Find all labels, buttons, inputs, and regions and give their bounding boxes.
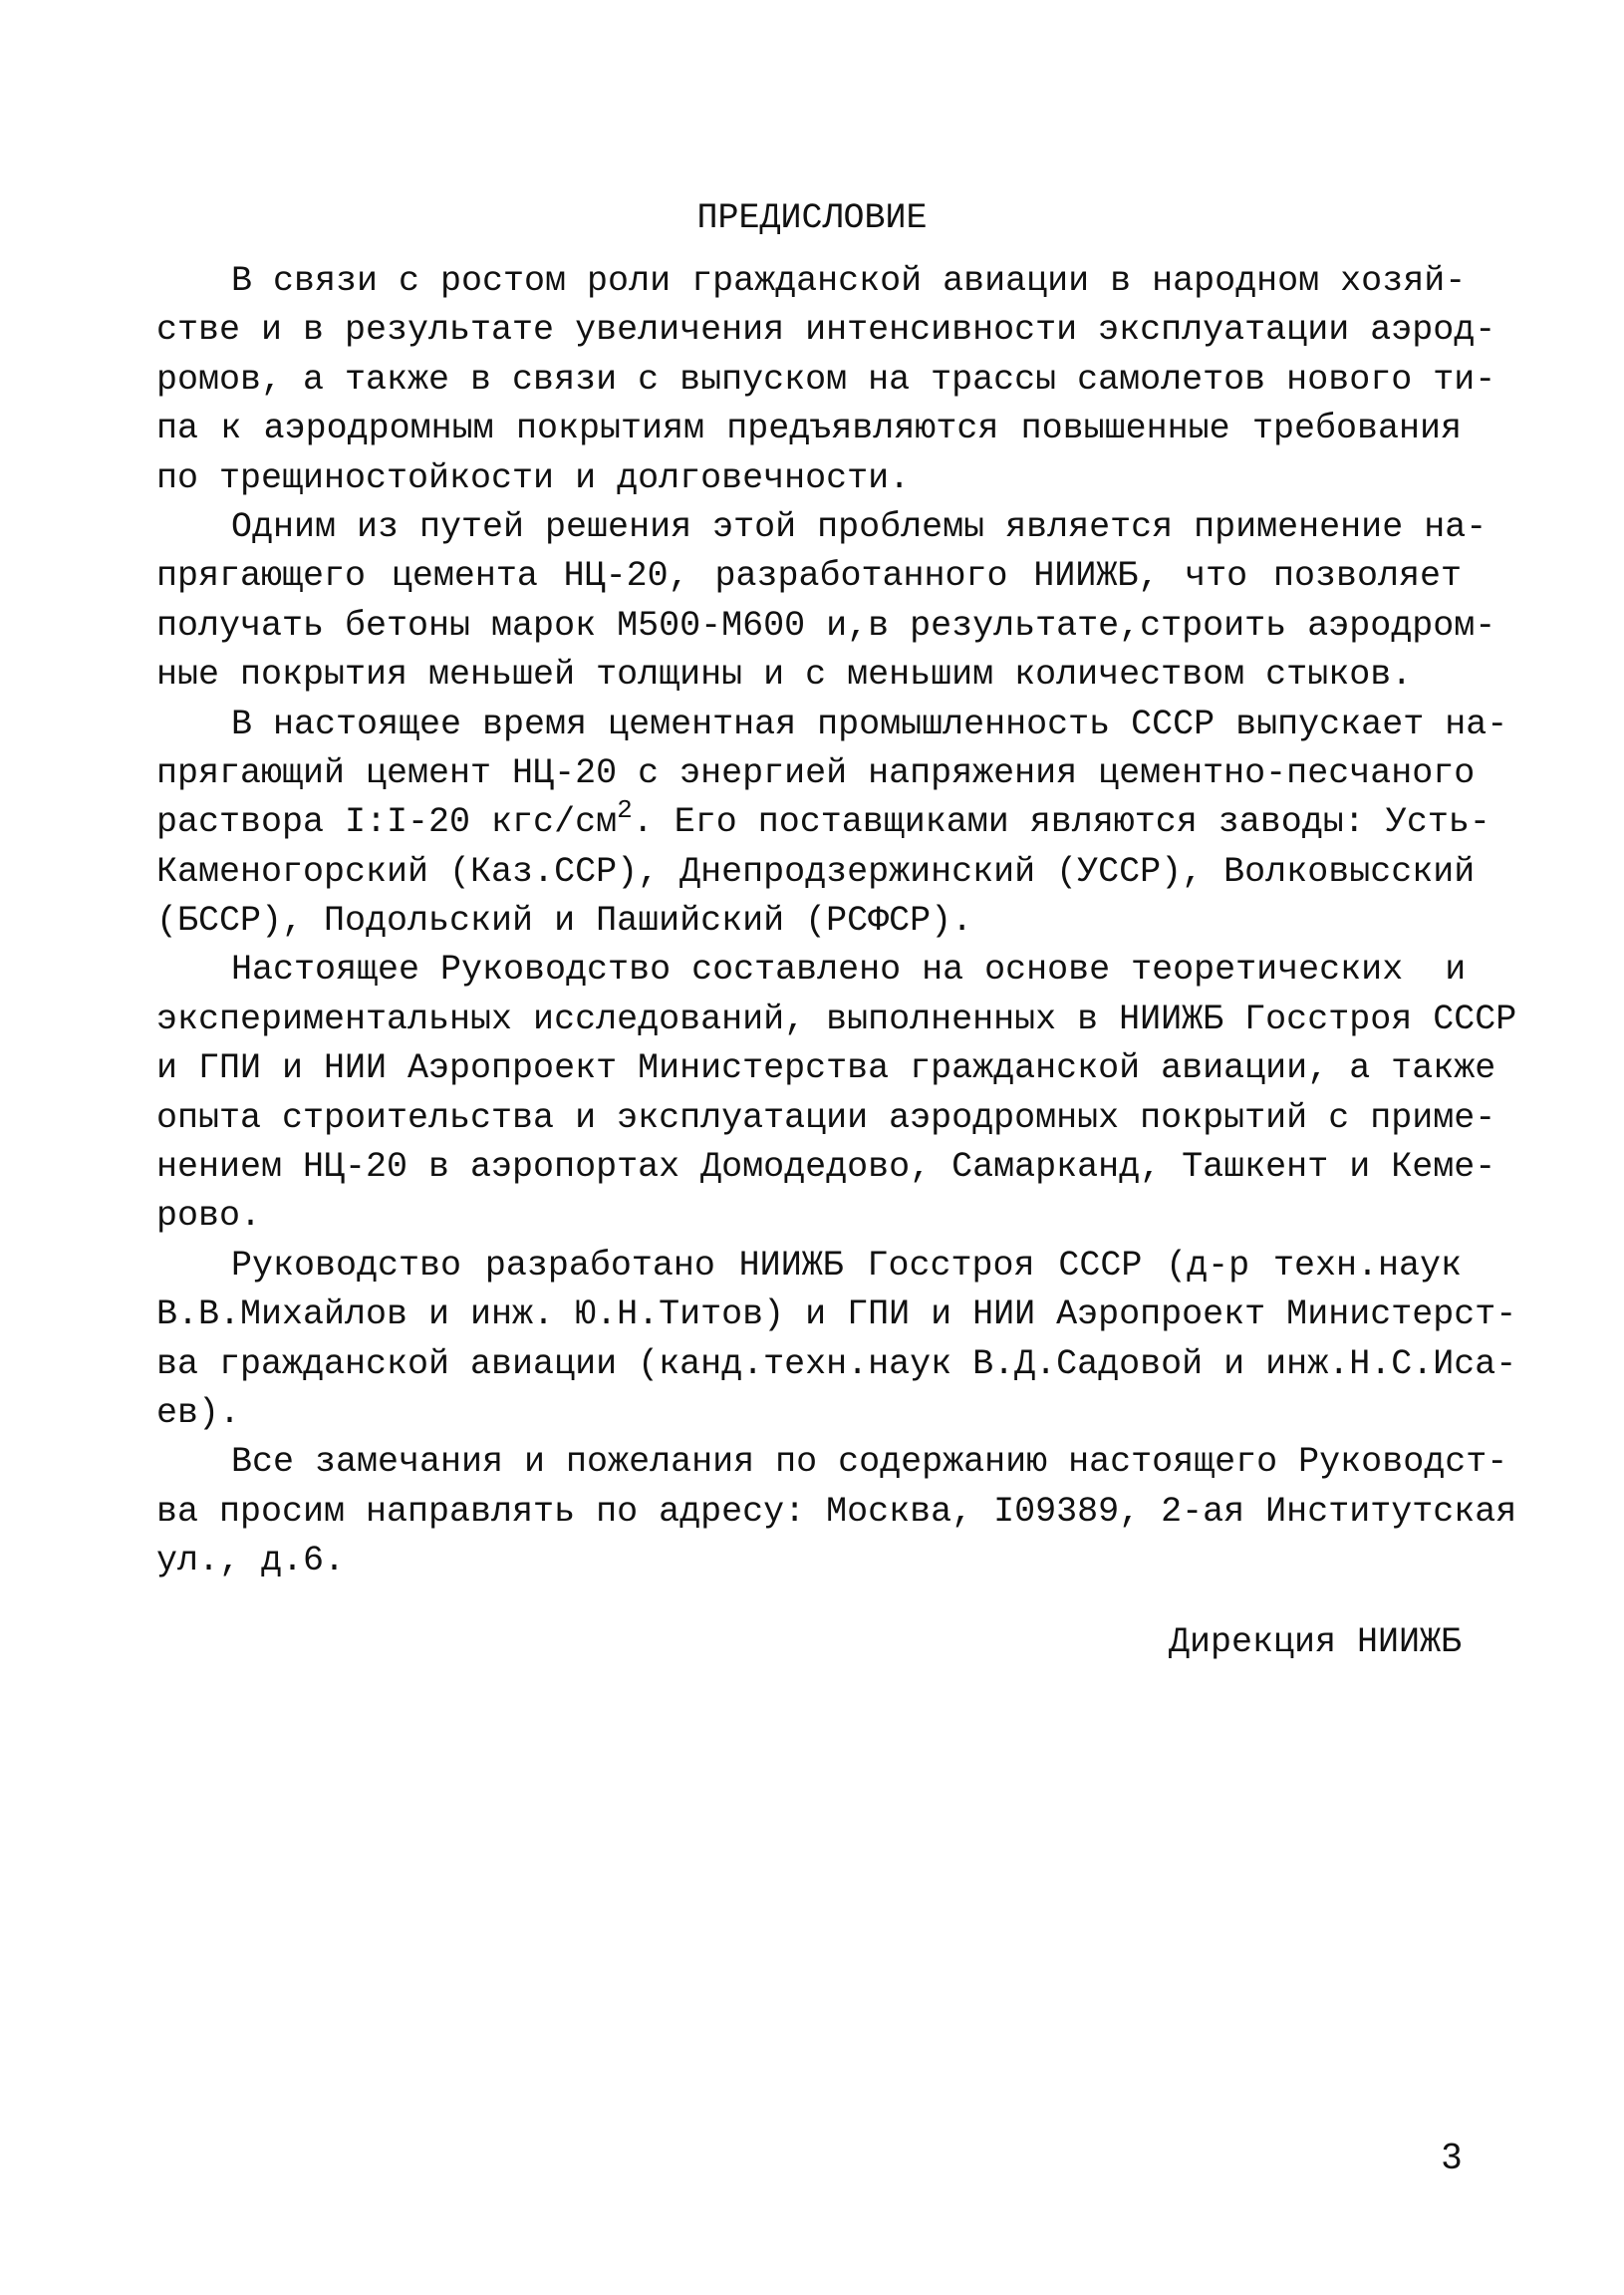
text-line: прягающего цемента НЦ-20, разработанного НИИЖБ, что позволяет	[156, 556, 1462, 597]
signature: Дирекция НИИЖБ	[1168, 1622, 1462, 1662]
text-line: по трещиностойкости и долговечности.	[156, 457, 911, 498]
paragraph-4	[156, 946, 1517, 1241]
text-line: ул., д.6.	[156, 1541, 346, 1581]
text-line: ные покрытия меньшей толщины и с меньшим количеством стыков.	[156, 655, 1413, 696]
text-line: ев).	[156, 1392, 241, 1433]
text-line: нением НЦ-20 в аэропортах Домодедово, Самарканд, Ташкент и Кеме-	[156, 1147, 1496, 1188]
paragraph-6	[156, 1438, 1517, 1585]
text-line: опыта строительства и эксплуатации аэродромных покрытий с приме-	[156, 1097, 1496, 1138]
paragraph-3	[156, 701, 1508, 947]
text-line: и ГПИ и НИИ Аэропроект Министерства гражданской авиации, а также	[156, 1048, 1496, 1089]
text-line: рово.	[156, 1196, 262, 1237]
page-number: 3	[1441, 2136, 1462, 2176]
paragraph-5	[156, 1242, 1517, 1439]
document-title: ПРЕДИСЛОВИЕ	[696, 198, 928, 238]
text-line	[156, 795, 1490, 847]
text-line: Каменогорский (Каз.ССР), Днепродзержинский (УССР), Волковысский	[156, 851, 1476, 892]
text-line: (БССР), Подольский и Пашийский (РСФСР).	[156, 901, 973, 942]
text-line: ва гражданской авиации (канд.техн.наук В.Д.Садовой и инж.Н.С.Иса-	[156, 1343, 1517, 1384]
document-body	[156, 257, 1517, 1586]
text-line: Настоящее Руководство составлено на основе теоретических и	[231, 950, 1467, 991]
paragraph-1	[156, 257, 1496, 503]
superscript: 2	[617, 795, 633, 826]
text-line: получать бетоны марок М500-М600 и,в результате,строить аэродром-	[156, 605, 1496, 646]
text-line: В настоящее время цементная промышленность СССР выпускает на-	[231, 704, 1508, 744]
text-line: В связи с ростом роли гражданской авиации в народном хозяй-	[231, 261, 1467, 301]
text-line: Все замечания и пожелания по содержанию настоящего Руководст-	[231, 1442, 1508, 1483]
text-line: прягающий цемент НЦ-20 с энергией напряжения цементно-песчаного	[156, 752, 1476, 793]
text-line: экспериментальных исследований, выполненных в НИИЖБ Госстроя СССР	[156, 999, 1517, 1039]
text-line: па к аэродромным покрытиям предъявляются повышенные требования	[156, 409, 1462, 449]
text-segment: . Его поставщиками являются заводы: Усть-	[632, 802, 1490, 843]
text-line: Руководство разработано НИИЖБ Госстроя СССР (д-р техн.наук	[231, 1245, 1462, 1286]
paragraph-2	[156, 503, 1496, 701]
text-line: ва просим направлять по адресу: Москва, I09389, 2-ая Институтская	[156, 1491, 1517, 1532]
text-segment: раствора I:I-20 кгс/см	[156, 802, 618, 843]
text-line: Одним из путей решения этой проблемы является применение на-	[231, 506, 1488, 547]
text-line: стве и в результате увеличения интенсивности эксплуатации аэрод-	[156, 310, 1496, 351]
text-line: ромов, а также в связи с выпуском на трассы самолетов нового ти-	[156, 359, 1496, 400]
text-line: В.В.Михайлов и инж. Ю.Н.Титов) и ГПИ и НИИ Аэропроект Министерст-	[156, 1294, 1517, 1335]
